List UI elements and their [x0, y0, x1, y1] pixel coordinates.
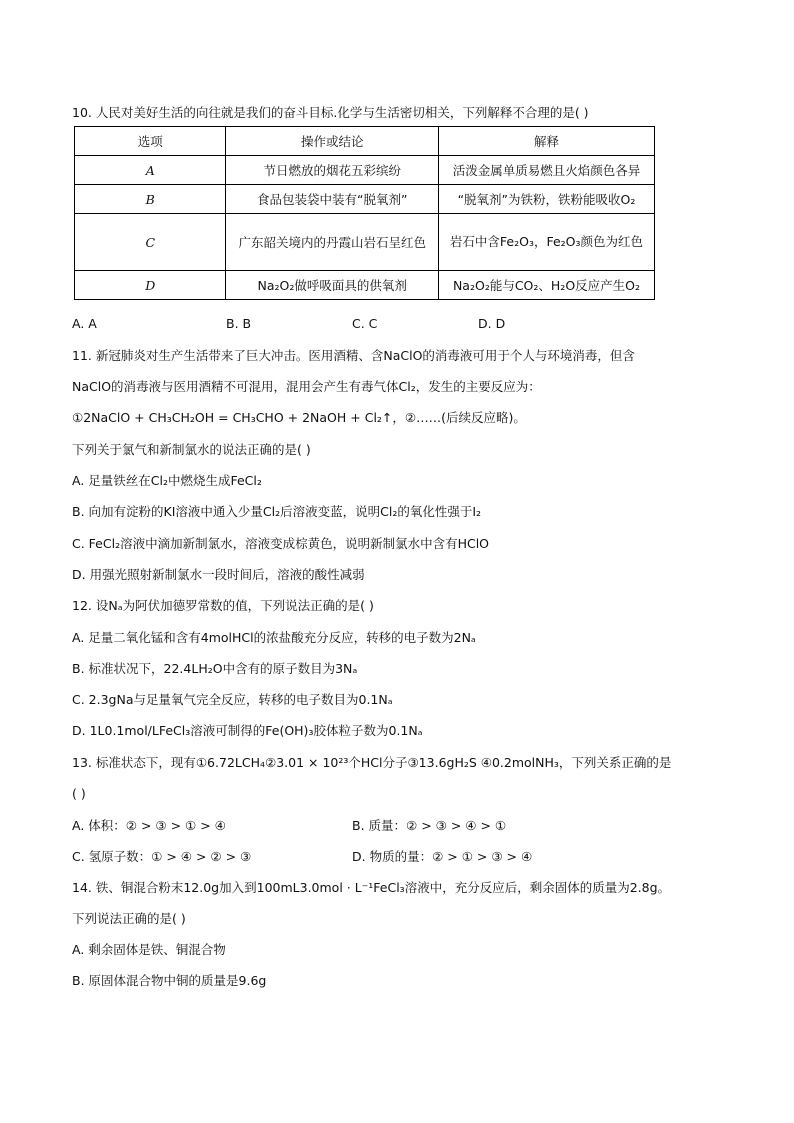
q13-option-b[interactable]: B. 质量：② > ③ > ④ > ①: [352, 818, 507, 833]
row-operation: 节日燃放的烟花五彩缤纷: [226, 156, 439, 185]
row-option: A: [75, 156, 226, 185]
row-operation: 广东韶关境内的丹霞山岩石呈红色: [226, 214, 439, 271]
row-explanation: “脱氧剂”为铁粉，铁粉能吸收O₂: [438, 185, 654, 214]
q14-option-b[interactable]: B. 原固体混合物中铜的质量是9.6g: [72, 973, 267, 988]
row-explanation: Na₂O₂能与CO₂、H₂O反应产生O₂: [438, 271, 654, 300]
row-option: C: [75, 214, 226, 271]
row-operation: Na₂O₂做呼吸面具的供氧剂: [226, 271, 439, 300]
q12-option-a[interactable]: A. 足量二氧化锰和含有4molHCl的浓盐酸充分反应，转移的电子数为2Nₐ: [72, 630, 476, 645]
q10-table: [74, 126, 655, 300]
q13-option-c[interactable]: C. 氢原子数：① > ④ > ② > ③: [72, 849, 252, 864]
q13-option-d[interactable]: D. 物质的量：② > ① > ③ > ④: [352, 849, 533, 864]
q11-option-c[interactable]: C. FeCl₂溶液中滴加新制氯水，溶液变成棕黄色，说明新制氯水中含有HClO: [72, 536, 490, 551]
q13-option-a[interactable]: A. 体积：② > ③ > ① > ④: [72, 818, 226, 833]
q14-option-a[interactable]: A. 剩余固体是铁、铜混合物: [72, 942, 226, 957]
option-c[interactable]: C. C: [352, 316, 378, 331]
q11-reaction: ①2NaClO + CH₃CH₂OH = CH₃CHO + 2NaOH + Cl₂↑，②……(后续反应略)。: [72, 410, 526, 425]
q10-stem: 10. 人民对美好生活的向往就是我们的奋斗目标.化学与生活密切相关，下列解释不合理的是( ): [72, 105, 589, 120]
header-explanation: 解释: [438, 127, 654, 156]
q11-option-d[interactable]: D. 用强光照射新制氯水一段时间后，溶液的酸性减弱: [72, 567, 365, 582]
q11-prompt: 下列关于氯气和新制氯水的说法正确的是( ): [72, 442, 311, 457]
table-row: [75, 185, 655, 214]
q14-stem-line2: 下列说法正确的是( ): [72, 911, 186, 926]
q11-option-a[interactable]: A. 足量铁丝在Cl₂中燃烧生成FeCl₂: [72, 473, 262, 488]
row-explanation: 岩石中含Fe₂O₃，Fe₂O₃颜色为红色: [438, 214, 654, 271]
q12-option-d[interactable]: D. 1L0.1mol/LFeCl₃溶液可制得的Fe(OH)₃胶体粒子数为0.1Nₐ: [72, 723, 423, 738]
row-operation: 食品包装袋中装有“脱氧剂”: [226, 185, 439, 214]
q12-option-b[interactable]: B. 标准状况下，22.4LH₂O中含有的原子数目为3Nₐ: [72, 661, 358, 676]
q12-stem: 12. 设Nₐ为阿伏加德罗常数的值，下列说法正确的是( ): [72, 598, 374, 613]
table-row: [75, 271, 655, 300]
q13-stem-line1: 13. 标准状态下，现有①6.72LCH₄②3.01 × 10²³个HCl分子③13.6gH₂S ④0.2molNH₃，下列关系正确的是: [72, 755, 672, 770]
q12-option-c[interactable]: C. 2.3gNa与足量氧气完全反应，转移的电子数目为0.1Nₐ: [72, 692, 393, 707]
table-row: [75, 156, 655, 185]
q11-option-b[interactable]: B. 向加有淀粉的KI溶液中通入少量Cl₂后溶液变蓝，说明Cl₂的氧化性强于I₂: [72, 504, 482, 519]
q14-stem-line1: 14. 铁、铜混合粉末12.0g加入到100mL3.0mol · L⁻¹FeCl₃溶液中，充分反应后，剩余固体的质量为2.8g。: [72, 880, 671, 895]
q11-stem-line2: NaClO的消毒液与医用酒精不可混用，混用会产生有毒气体Cl₂，发生的主要反应为：: [72, 379, 541, 394]
table-row: [75, 214, 655, 271]
row-explanation: 活泼金属单质易燃且火焰颜色各异: [438, 156, 654, 185]
option-a[interactable]: A. A: [72, 316, 97, 331]
option-d[interactable]: D. D: [478, 316, 506, 331]
row-option: D: [75, 271, 226, 300]
header-operation: 操作或结论: [226, 127, 439, 156]
q11-stem-line1: 11. 新冠肺炎对生产生活带来了巨大冲击。医用酒精、含NaClO的消毒液可用于个人与环境消毒，但含: [72, 348, 635, 363]
table-header-row: [75, 127, 655, 156]
row-option: B: [75, 185, 226, 214]
header-option: 选项: [75, 127, 226, 156]
option-b[interactable]: B. B: [226, 316, 252, 331]
q13-stem-line2: ( ): [72, 786, 86, 801]
